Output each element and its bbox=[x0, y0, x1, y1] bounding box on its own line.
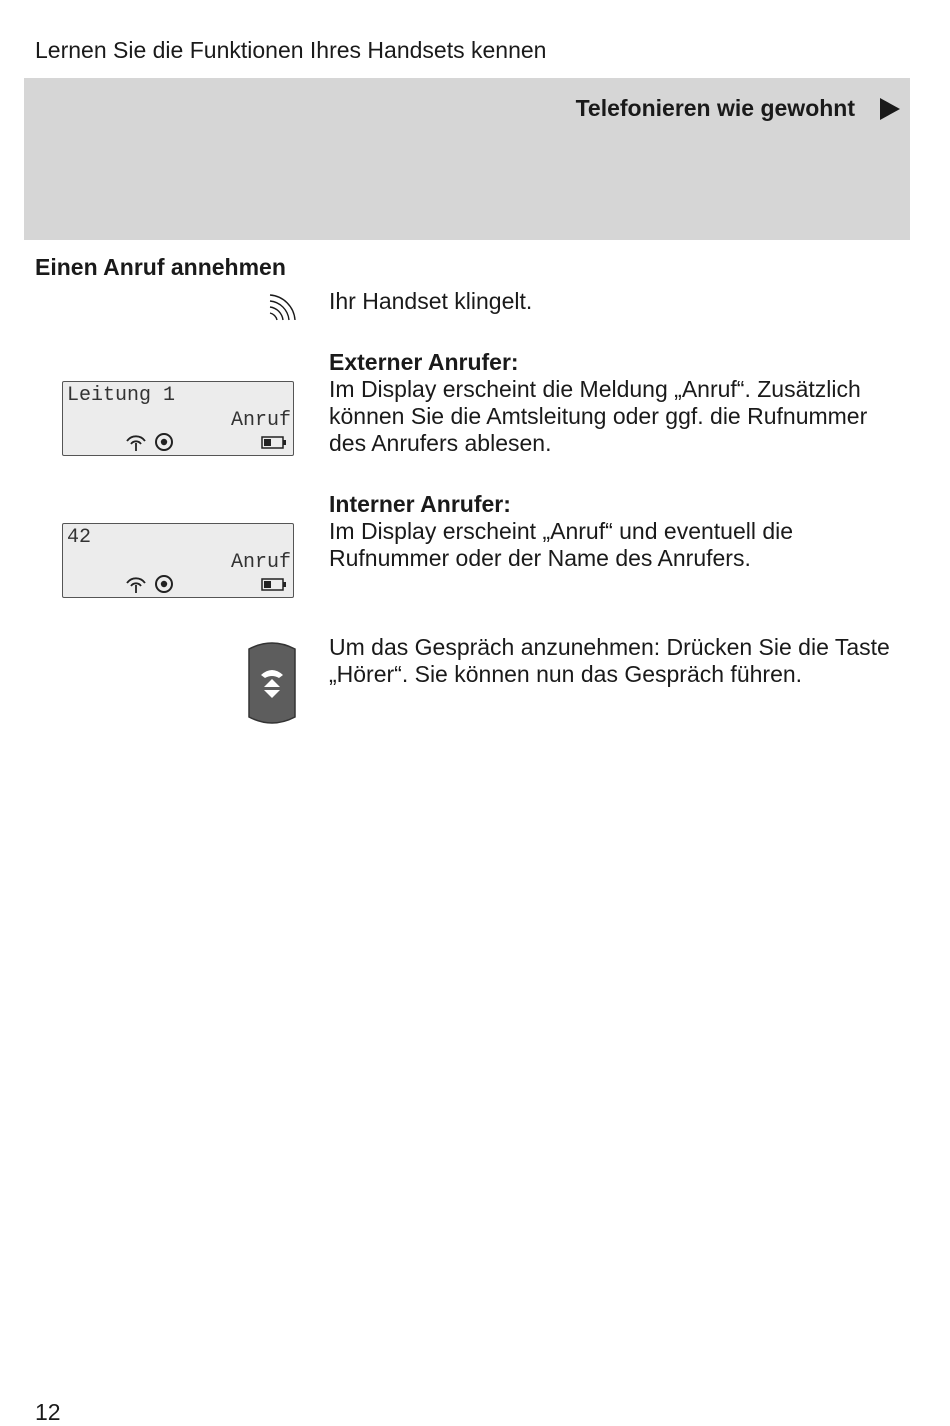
battery-icon bbox=[261, 578, 287, 591]
handset-key-icon bbox=[246, 639, 298, 727]
triangle-right-icon bbox=[880, 98, 900, 120]
section-title: Einen Anruf annehmen bbox=[35, 254, 286, 280]
display-external-call bbox=[62, 381, 294, 456]
answer-call-text: Um das Gespräch anzunehmen: Drücken Sie die Taste „Hörer“. Sie können nun das Gespräch führen. bbox=[329, 634, 890, 687]
chapter-title: Telefonieren wie gewohnt bbox=[575, 95, 855, 121]
target-circle-icon bbox=[154, 432, 174, 452]
external-caller-text: Im Display erscheint die Meldung „Anruf“. Zusätzlich können Sie die Amtsleitung oder ggf. die Rufnummer des Anrufers ablesen. bbox=[329, 376, 868, 456]
display-line-2: Anruf bbox=[230, 409, 291, 432]
internal-caller-text: Im Display erscheint „Anruf“ und eventuell die Rufnummer oder der Name des Anrufers. bbox=[329, 518, 794, 571]
internal-caller-block bbox=[329, 491, 909, 572]
ringing-text: Ihr Handset klingelt. bbox=[329, 288, 533, 314]
page-number: 12 bbox=[35, 1399, 61, 1425]
internal-caller-heading: Interner Anrufer: bbox=[329, 491, 511, 517]
target-circle-icon bbox=[154, 574, 174, 594]
battery-icon bbox=[261, 436, 287, 449]
external-caller-block bbox=[329, 349, 909, 457]
display-internal-call bbox=[62, 523, 294, 598]
display-line-1: Leitung 1 bbox=[67, 384, 176, 407]
antenna-signal-icon bbox=[125, 433, 147, 451]
chapter-banner bbox=[24, 78, 910, 240]
antenna-signal-icon bbox=[125, 575, 147, 593]
external-caller-heading: Externer Anrufer: bbox=[329, 349, 519, 375]
display-line-2: Anruf bbox=[230, 551, 291, 574]
running-header: Lernen Sie die Funktionen Ihres Handsets kennen bbox=[35, 37, 547, 63]
display-line-1: 42 bbox=[67, 526, 92, 549]
ringing-signal-icon bbox=[264, 290, 298, 324]
